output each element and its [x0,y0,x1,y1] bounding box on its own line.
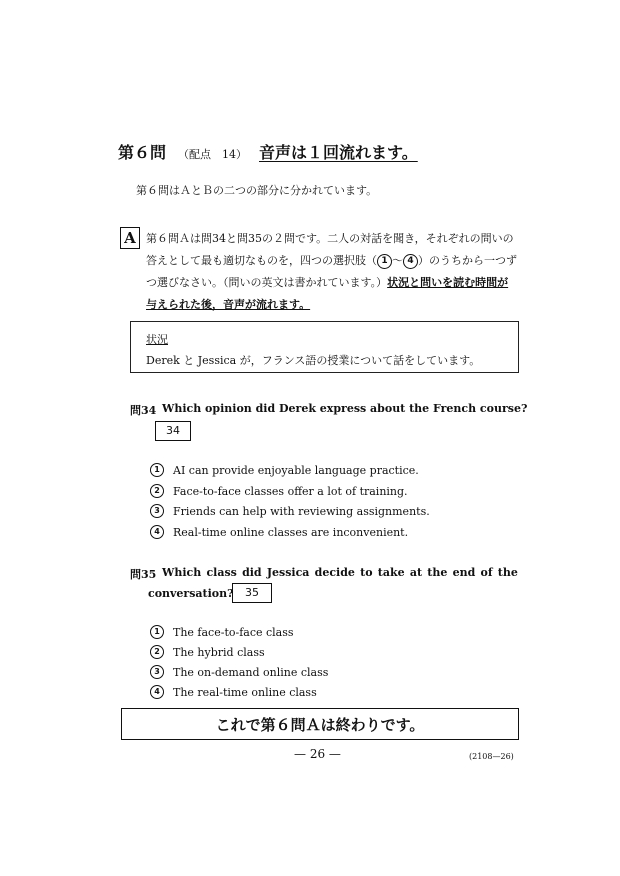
option-text: Face-to-face classes offer a lot of training. [173,484,408,498]
option-text: Friends can help with reviewing assignments. [173,504,430,518]
q34-option[interactable] [150,463,419,477]
circled-number-start: 1 [377,254,392,269]
q35-word: at [409,566,423,579]
situation-text: Derek と Jessica が，フランス語の授業について話をしています。 [146,354,481,367]
page-code: (2108—26) [469,752,514,761]
circled-number-end: 4 [403,254,418,269]
option-number: 4 [150,685,164,699]
q35-option[interactable] [150,685,317,699]
directions-text-2: ）のうちから一つずつ選びなさい。（問いの英文は書かれています。） [146,254,517,289]
q35-word: to [360,566,373,579]
points-label: （配点 14） [178,148,248,161]
q35-option[interactable] [150,625,294,639]
intro-text: 第６問はＡとＢの二つの部分に分かれています。 [136,184,378,197]
q35-word: the [427,566,448,579]
range-separator: 〜 [392,254,403,267]
option-number: 1 [150,463,164,477]
section-a-marker: A [120,227,140,249]
situation-label: 状況 [146,333,168,346]
option-number: 2 [150,645,164,659]
q35-word: end [452,566,476,579]
q35-option[interactable] [150,665,328,679]
q34-option[interactable] [150,484,408,498]
option-text: Real-time online classes are inconvenient. [173,525,409,539]
option-number: 4 [150,525,164,539]
option-number: 1 [150,625,164,639]
section-a-directions [146,228,518,316]
option-number: 3 [150,504,164,518]
q35-option[interactable] [150,645,265,659]
option-text: The face-to-face class [173,625,294,639]
q35-text-line1 [162,566,518,579]
q34-answer-box: 34 [155,421,191,441]
page-number: — 26 — [294,747,341,761]
option-text: The real-time online class [173,685,317,699]
q34-label: 問34 [130,404,157,417]
option-text: AI can provide enjoyable language practice. [173,463,419,477]
q35-text-line2: conversation? [148,587,234,600]
q35-answer-box: 35 [232,583,272,603]
q34-option[interactable] [150,504,430,518]
q35-word: decide [314,566,355,579]
q35-word: take [377,566,405,579]
end-notice: これで第６問Ａは終わりです。 [121,708,519,740]
directions-text-1: 第６問Ａは問34と問35の２問です。二人の対話を聞き，それぞれの問いの答えとして最も適切なものを，四つの選択肢（ [146,232,514,267]
q35-word: Which [162,566,202,579]
q35-word: Jessica [266,566,310,579]
q35-word: class [206,566,237,579]
section-header [118,140,418,162]
directions-underlined: 状況と問いを読む時間が与えられた後，音声が流れます。 [146,276,509,311]
option-number: 2 [150,484,164,498]
option-number: 3 [150,665,164,679]
audio-notice: 音声は１回流れます。 [259,143,418,162]
q35-word: of [480,566,493,579]
option-text: The hybrid class [173,645,265,659]
q34-text: Which opinion did Derek express about the French course? [162,402,528,415]
q35-word: did [242,566,262,579]
q34-option[interactable] [150,525,408,539]
question-number: 第６問 [118,143,167,162]
option-text: The on-demand online class [173,665,329,679]
q35-label: 問35 [130,568,157,581]
q35-word: the [497,566,518,579]
